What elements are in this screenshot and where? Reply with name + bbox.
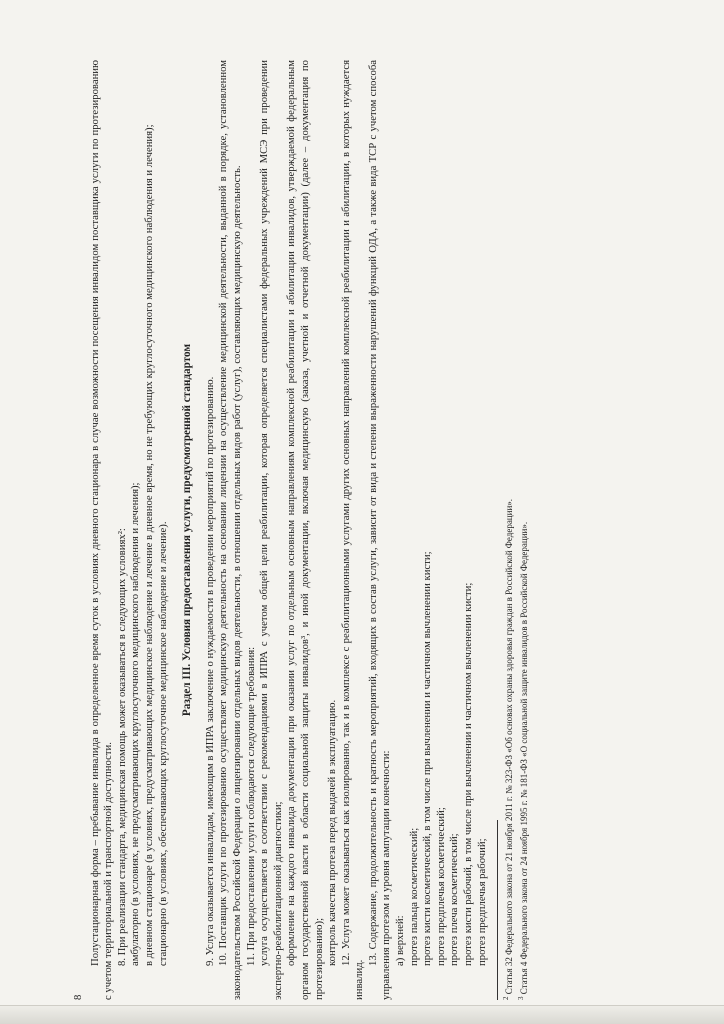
page-number: 8 [72,994,84,1000]
footnote-2-mark: 2 [502,996,511,1000]
condition-day-hospital: в дневном стационаре (в условиях, предусматривающих медицинское наблюдение и лечение в дневное время, но не требующих круглосуточного медицинского наблюдения и лечения); [142,124,155,966]
paragraph-12: 12. Услуга может оказываться как изолированно, так и в комплексе с реабилитационными услугами других основных направлений комплексной реабилитации и абилитации, в которых нуждается инвалид. [339,60,366,1000]
list-item: протез пальца косметический; [407,827,420,966]
list-item: протез кисти косметический, в том числе при вычленении и частичном вычленении кисти; [421,551,434,966]
list-item: протез предплечья рабочий; [475,838,488,966]
requirement-1: услуга осуществляется в соответствии с рекомендациями в ИПРА с учетом общей цели реабилитации, которая определяется специалистами федеральных учреждений МСЭ при проведении экспертно-реабилитационной диагностики; [258,60,284,1000]
footnote-2 [501,60,516,1000]
paragraph-10: 10. Поставщик услуги по протезированию осуществляет медицинскую деятельность на основании лицензии на осуществление медицинской деятельности, выданной в порядке, установленном законодательством Российской Федерации о лицензировании отдельных видов деятельности, в отношении отдельных видов работ (услуг), составляющих медицинскую деятельность. [217,60,243,1000]
paragraph-11: 11. При предоставлении услуги соблюдаются следующие требования: [244,646,257,966]
footnote-divider [497,820,498,1000]
page-bottom-edge [0,1005,724,1024]
list-item: протез предплечья косметический; [434,807,447,966]
list-upper-label: а) верхней: [394,915,407,966]
footnote-2-text: Статья 32 Федерального закона от 21 ноября 2011 г. № 323-ФЗ «Об основах охраны здоровья граждан в Российской Федерации». [504,498,515,995]
paragraph-9: 9. Услуга оказывается инвалидам, имеющим в ИПРА заключение о нуждаемости в проведении мероприятий по протезированию. [203,376,216,966]
paragraph-8: 8. При реализации стандарта, медицинская помощь может оказываться в следующих условиях²: [115,528,128,966]
requirement-2: оформление на каждого инвалида документации при оказании услуг по отдельным основным направлениям комплексной реабилитации и абилитации инвалидов, утверждаемой федеральным органом государственной власти в области социальной защиты инвалидов³, и иной документации, включая медицинскую (заказа, учетной и отчетной документации) (далее – документация по протезированию); [285,60,325,1000]
footnote-3-mark: 3 [516,996,525,1000]
requirement-3: контроль качества протеза перед выдачей в эксплуатацию. [326,699,339,966]
footnote-3-text: Статья 4 Федерального закона от 24 ноября 1995 г. № 181-ФЗ «О социальной защите инвалидов в Российской Федерации». [518,521,529,995]
condition-stationary: стационарно (в условиях, обеспечивающих круглосуточное медицинское наблюдение и лечение). [156,521,169,966]
rotated-page-content [72,60,672,1000]
footnote-3 [516,60,531,1000]
paragraph-13: 13. Содержание, продолжительность и кратность мероприятий, входящих в состав услуги, зависит от вида и степени выраженности нарушений функций ОДА, а также вида ТСР с учетом способа управления протезом и уровня ампутации конечности: [366,60,393,1000]
list-item: протез кисти рабочий, в том числе при вычленении и частичном вычленении кисти; [462,582,475,966]
section-heading: Раздел III. Условия предоставления услуги, предусмотренной стандартом [181,343,194,717]
paragraph-day-stationary: Полустационарная форма – пребывание инвалида в определенное время суток в условиях дневного стационара в случае возможности посещения инвалидом поставщика услуги по протезированию с учетом территориальной и транспортной доступности. [88,60,115,1000]
list-item: протез плеча косметический; [448,833,461,966]
condition-ambulatory: амбулаторно (в условиях, не предусматривающих круглосуточного медицинского наблюдения и лечения); [129,482,142,966]
